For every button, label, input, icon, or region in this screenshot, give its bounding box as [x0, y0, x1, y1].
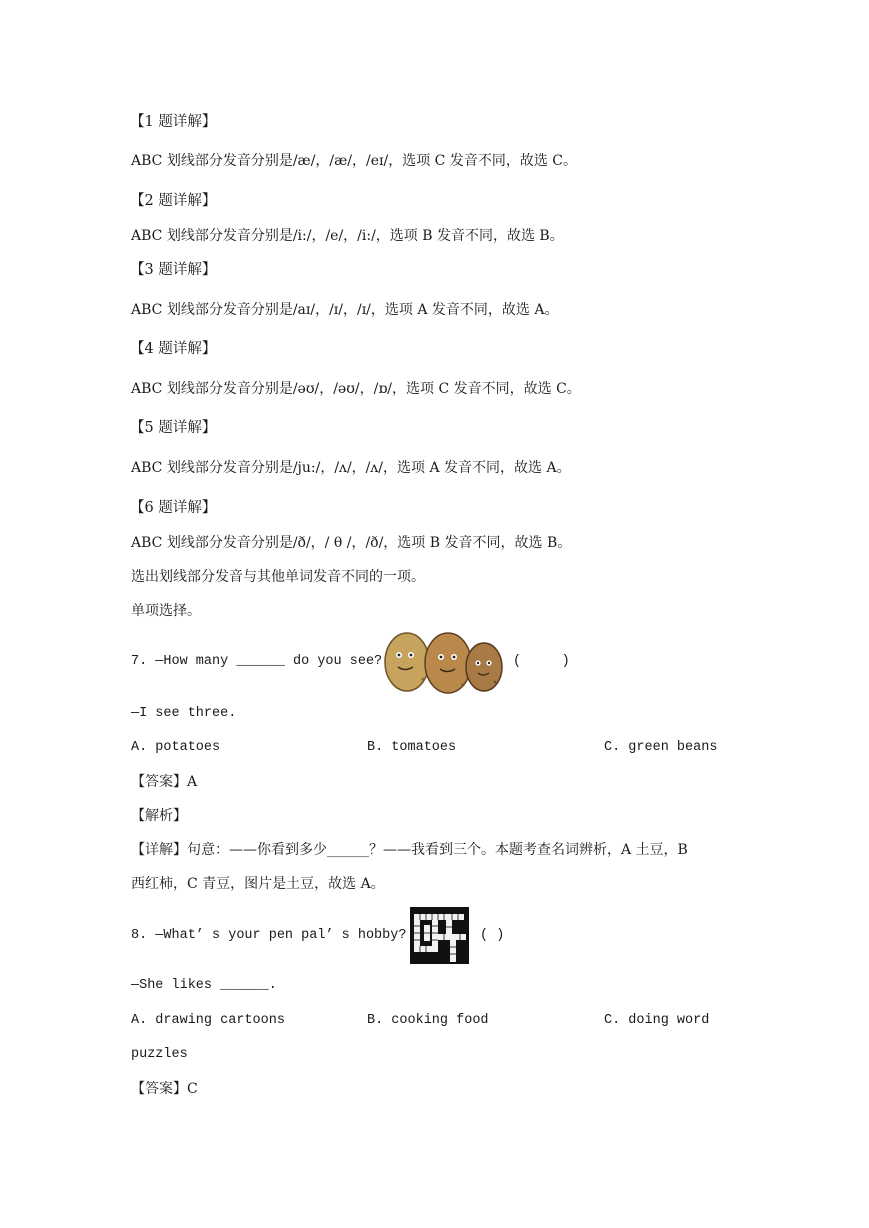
q7-question: 7. —How many ______ do you see? [131, 654, 383, 669]
section-heading-2: 【2 题详解】 [130, 193, 217, 209]
q8-option-c: C. doing word [604, 1013, 710, 1028]
q7-answer-paren: ( ) [513, 654, 570, 669]
section-text-2: ABC 划线部分发音分别是/i:/，/e/，/i:/，选项 B 发音不同，故选 B。 [131, 228, 564, 244]
q7-option-c: C. green beans [604, 740, 718, 755]
q8-question: 8. —What’ s your pen pal’ s hobby? [131, 928, 407, 943]
section-text-4: ABC 划线部分发音分别是/əʊ/，/əʊ/，/ɒ/，选项 C 发音不同，故选 C。 [131, 381, 581, 397]
q8-answer-paren: ( ) [480, 928, 505, 943]
q7-detail-line-2: 西红柿，C 青豆，图片是土豆，故选 A。 [131, 876, 385, 892]
q7-option-a: A. potatoes [131, 740, 221, 755]
section-heading-5: 【5 题详解】 [130, 420, 217, 436]
q7-analysis-label: 【解析】 [131, 808, 187, 824]
section-text-6: ABC 划线部分发音分别是/ð/，/ θ /，/ð/，选项 B 发音不同，故选 B。 [131, 535, 572, 551]
section-text-1: ABC 划线部分发音分别是/æ/，/æ/，/eɪ/，选项 C 发音不同，故选 C。 [131, 153, 577, 169]
q8-answer: 【答案】C [131, 1081, 198, 1097]
summary-text: 选出划线部分发音与其他单词发音不同的一项。 [131, 569, 425, 585]
section-text-3: ABC 划线部分发音分别是/aɪ/，/ɪ/，/ɪ/，选项 A 发音不同，故选 A。 [131, 302, 559, 318]
section-heading-6: 【6 题详解】 [130, 500, 217, 516]
q8-option-c-continued: puzzles [131, 1047, 188, 1062]
q8-option-b: B. cooking food [367, 1013, 489, 1028]
q7-option-b: B. tomatoes [367, 740, 457, 755]
q7-answer: 【答案】A [131, 774, 198, 790]
section-heading-4: 【4 题详解】 [130, 341, 217, 357]
q7-detail-line-1: 【详解】句意：——你看到多少______？——我看到三个。本题考查名词辨析，A 土豆，B [131, 842, 688, 858]
crossword-puzzle-image [410, 907, 469, 964]
q8-reply: —She likes ______. [131, 978, 277, 993]
section-title: 单项选择。 [131, 603, 201, 619]
section-text-5: ABC 划线部分发音分别是/ju:/，/ʌ/，/ʌ/，选项 A 发音不同，故选 A。 [131, 460, 571, 476]
q8-option-a: A. drawing cartoons [131, 1013, 285, 1028]
potatoes-image [383, 627, 505, 695]
section-heading-3: 【3 题详解】 [130, 262, 217, 278]
q7-reply: —I see three. [131, 706, 237, 721]
section-heading-1: 【1 题详解】 [130, 114, 217, 130]
